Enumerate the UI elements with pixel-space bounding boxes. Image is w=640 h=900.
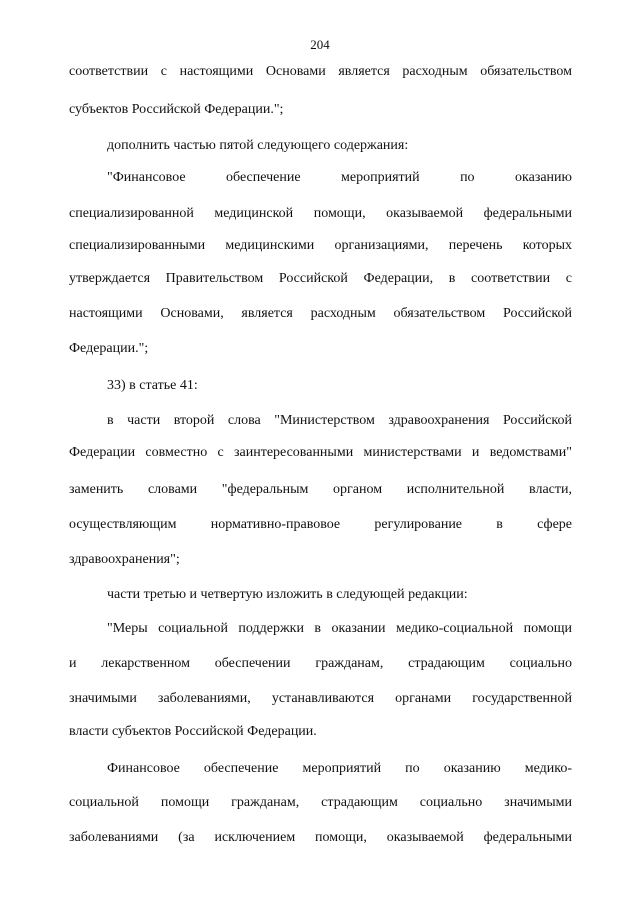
text-line: "Финансовое обеспечение мероприятий по оказанию <box>107 170 572 185</box>
text-line: соответствии с настоящими Основами является расходным обязательством <box>69 64 572 79</box>
text-line: настоящими Основами, является расходным обязательством Российской <box>69 306 572 321</box>
text-line: в части второй слова "Министерством здравоохранения Российской <box>107 413 572 428</box>
page-number: 204 <box>310 37 330 52</box>
text-line: утверждается Правительством Российской Федерации, в соответствии с <box>69 271 572 286</box>
text-line: "Меры социальной поддержки в оказании медико-социальной помощи <box>107 621 572 636</box>
text-line: субъектов Российской Федерации."; <box>69 102 284 117</box>
text-line: власти субъектов Российской Федерации. <box>69 724 317 739</box>
text-line: здравоохранения"; <box>69 552 180 567</box>
text-line: значимыми заболеваниями, устанавливаются органами государственной <box>69 691 572 706</box>
text-line: 33) в статье 41: <box>107 378 198 393</box>
text-line: и лекарственном обеспечении гражданам, страдающим социально <box>69 656 572 671</box>
text-line: Федерации."; <box>69 341 149 356</box>
text-line: осуществляющим нормативно-правовое регулирование в сфере <box>69 517 572 532</box>
text-line: специализированной медицинской помощи, оказываемой федеральными <box>69 206 572 221</box>
text-line: социальной помощи гражданам, страдающим социально значимыми <box>69 795 572 810</box>
text-line: части третью и четвертую изложить в следующей редакции: <box>107 587 468 602</box>
text-line: заменить словами "федеральным органом исполнительной власти, <box>69 482 572 497</box>
text-line: Финансовое обеспечение мероприятий по оказанию медико- <box>107 761 572 776</box>
text-line: дополнить частью пятой следующего содержания: <box>107 138 409 153</box>
text-line: заболеваниями (за исключением помощи, оказываемой федеральными <box>69 830 572 845</box>
text-line: Федерации совместно с заинтересованными министерствами и ведомствами" <box>69 445 572 460</box>
text-line: специализированными медицинскими организациями, перечень которых <box>69 238 572 253</box>
